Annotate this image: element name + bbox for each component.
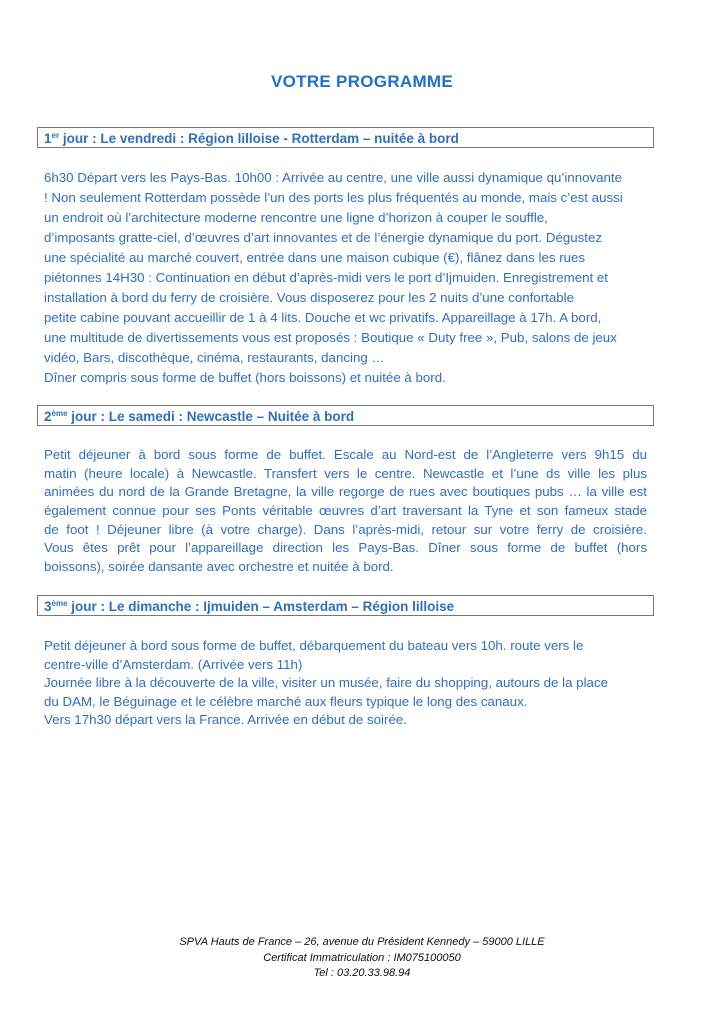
ordinal-suffix: ème — [51, 599, 68, 608]
text-line: ! Non seulement Rotterdam possède l’un des ports les plus fréquentés au monde, mais c’est aussi — [44, 190, 623, 205]
footer-address: SPVA Hauts de France – 26, avenue du Président Kennedy – 59000 LILLE — [179, 936, 545, 948]
text-line: du DAM, le Béguinage et le célèbre marché aux fleurs typique le long des canaux. — [44, 693, 528, 709]
text-line: d’imposants gratte-ciel, d’œuvres d’art innovantes et de l’énergie dynamique du port. Dégustez — [44, 230, 603, 245]
day-3-heading — [37, 595, 654, 616]
day-number: 2 — [44, 409, 52, 424]
day-number: 3 — [44, 599, 52, 614]
day-2-heading — [37, 405, 654, 426]
text-line: matin (heure locale) à Newcastle. Transfert vers le centre. Newcastle et l’une ds ville les plus — [44, 465, 647, 481]
text-line: animées du nord de la Grande Bretagne, la ville regorge de rues avec boutiques pubs … la ville est — [44, 484, 647, 500]
text-line: piétonnes 14H30 : Continuation en début d’après-midi vers le port d’Ijmuiden. Enregistrement et — [44, 270, 608, 285]
day-title: jour : Le dimanche : Ijmuiden – Amsterdam – Région lilloise — [67, 599, 455, 614]
day-title: jour : Le samedi : Newcastle – Nuitée à bord — [67, 409, 355, 424]
footer — [0, 935, 724, 982]
text-line: petite cabine pouvant accueillir de 1 à 4 lits. Douche et wc privatifs. Appareillage à 17h. A bord, — [44, 310, 602, 325]
text-line: Petit déjeuner à bord sous forme de buffet. Escale au Nord-est de l’Angleterre vers 9h15 du — [44, 447, 647, 462]
text-line: boissons), soirée dansante avec orchestre et nuitée à bord. — [44, 559, 394, 575]
day-title: jour : Le vendredi : Région lilloise - Rotterdam – nuitée à bord — [59, 131, 459, 146]
text-line: une multitude de divertissements vous est proposés : Boutique « Duty free », Pub, salons de jeux — [44, 330, 617, 345]
day-1-heading — [37, 127, 654, 148]
footer-certificate: Certificat Immatriculation : IM075100050 — [263, 951, 461, 964]
ordinal-suffix: ème — [51, 409, 68, 418]
day-3-description — [44, 637, 647, 730]
text-line: Dîner compris sous forme de buffet (hors boissons) et nuitée à bord. — [44, 370, 446, 385]
text-line: 6h30 Départ vers les Pays-Bas. 10h00 : Arrivée au centre, une ville aussi dynamique qu’innovante — [44, 170, 623, 185]
text-line: Vous êtes prêt pour l’appareillage direction les Pays-Bas. Dîner sous forme de buffet (hors — [44, 540, 647, 556]
footer-phone: Tel : 03.20.33.98.94 — [313, 967, 411, 979]
day-1-description — [44, 168, 647, 388]
text-line: installation à bord du ferry de croisière. Vous disposerez pour les 2 nuits d’une confortable — [44, 290, 574, 305]
text-line: Vers 17h30 départ vers la France. Arrivée en début de soirée. — [44, 712, 407, 727]
text-line: de foot ! Déjeuner libre (à votre charge). Dans l’après-midi, retour sur votre ferry de croisière. — [44, 521, 647, 537]
text-line: Petit déjeuner à bord sous forme de buffet, débarquement du bateau vers 10h. route vers le — [44, 638, 584, 653]
text-line: centre-ville d’Amsterdam. (Arrivée vers 11h) — [44, 656, 303, 672]
text-line: un endroit où l’architecture moderne rencontre une ligne d’horizon à couper le souffle, — [44, 210, 548, 225]
ordinal-suffix: er — [51, 131, 60, 140]
page-title: VOTRE PROGRAMME — [270, 72, 454, 91]
text-line: une spécialité au marché couvert, entrée dans une maison cubique (€), flânez dans les rues — [44, 250, 586, 265]
text-line: également connue pour ses Ponts véritable œuvres d’art traversant la Tyne et son fameux stade — [44, 503, 647, 519]
day-number: 1 — [44, 131, 52, 146]
text-line: vidéo, Bars, discothèque, cinéma, restaurants, dancing … — [44, 350, 385, 365]
text-line: Journée libre à la découverte de la ville, visiter un musée, faire du shopping, autours de la place — [44, 675, 608, 690]
day-2-description — [44, 446, 647, 577]
